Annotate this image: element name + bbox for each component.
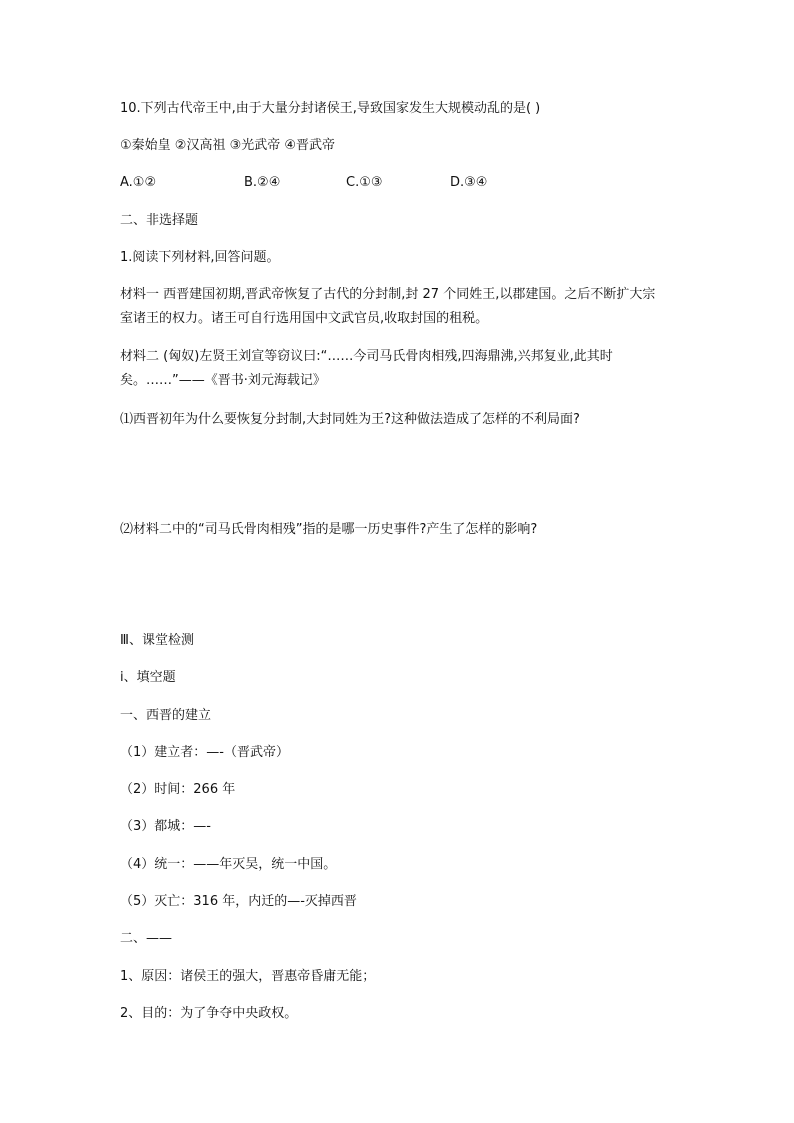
- sub-question-2: ⑵材料二中的“司马氏骨肉相残”指的是哪一历史事件?产生了怎样的影响?: [120, 522, 538, 537]
- blank-capital: （3）都城：—-: [120, 819, 211, 834]
- material-1: 材料一 西晋建国初期,晋武帝恢复了古代的分封制,封 27 个同姓王,以郡建国。之后不断扩大宗室诸王的权力。诸王可自行选用国中文武官员,收取封国的租税。: [120, 287, 656, 326]
- purpose-line: 2、目的：为了争夺中央政权。: [120, 1006, 298, 1021]
- question-10-stem: 10.下列古代帝王中,由于大量分封诸侯王,导致国家发生大规模动乱的是( ): [120, 101, 541, 116]
- question-1-intro: 1.阅读下列材料,回答问题。: [120, 250, 280, 265]
- option-c: C.①③: [346, 175, 383, 190]
- fill-blank-title: ⅰ、填空题: [120, 670, 176, 685]
- blank-unification: （4）统一：——年灭吴，统一中国。: [120, 857, 337, 872]
- question-10-items: ①秦始皇 ②汉高祖 ③光武帝 ④晋武帝: [120, 138, 336, 153]
- section-title: 二、非选择题: [120, 213, 199, 228]
- option-b: B.②④: [244, 175, 281, 190]
- reason-line: 1、原因：诸侯王的强大，晋惠帝昏庸无能；: [120, 969, 376, 984]
- sub-question-1: ⑴西晋初年为什么要恢复分封制,大封同姓为王?这种做法造成了怎样的不利局面?: [120, 412, 580, 427]
- blank-time: （2）时间：266 年: [120, 782, 236, 797]
- option-d: D.③④: [450, 175, 488, 190]
- question-10-options: [120, 173, 487, 193]
- heading-second: 二、——: [120, 931, 173, 946]
- section-title: Ⅲ、课堂检测: [120, 633, 194, 648]
- blank-founder: （1）建立者：—-（晋武帝）: [120, 745, 289, 760]
- heading-xijin-founding: 一、西晋的建立: [120, 708, 212, 723]
- material-2: 材料二 (匈奴)左贤王刘宣等窃议曰:“……今司马氏骨肉相残,四海鼎沸,兴邦复业,此其时矣。……”——《晋书·刘元海载记》: [120, 349, 613, 388]
- blank-fall: （5）灭亡：316 年，内迁的—-灭掉西晋: [120, 894, 357, 909]
- option-a: A.①②: [120, 175, 157, 190]
